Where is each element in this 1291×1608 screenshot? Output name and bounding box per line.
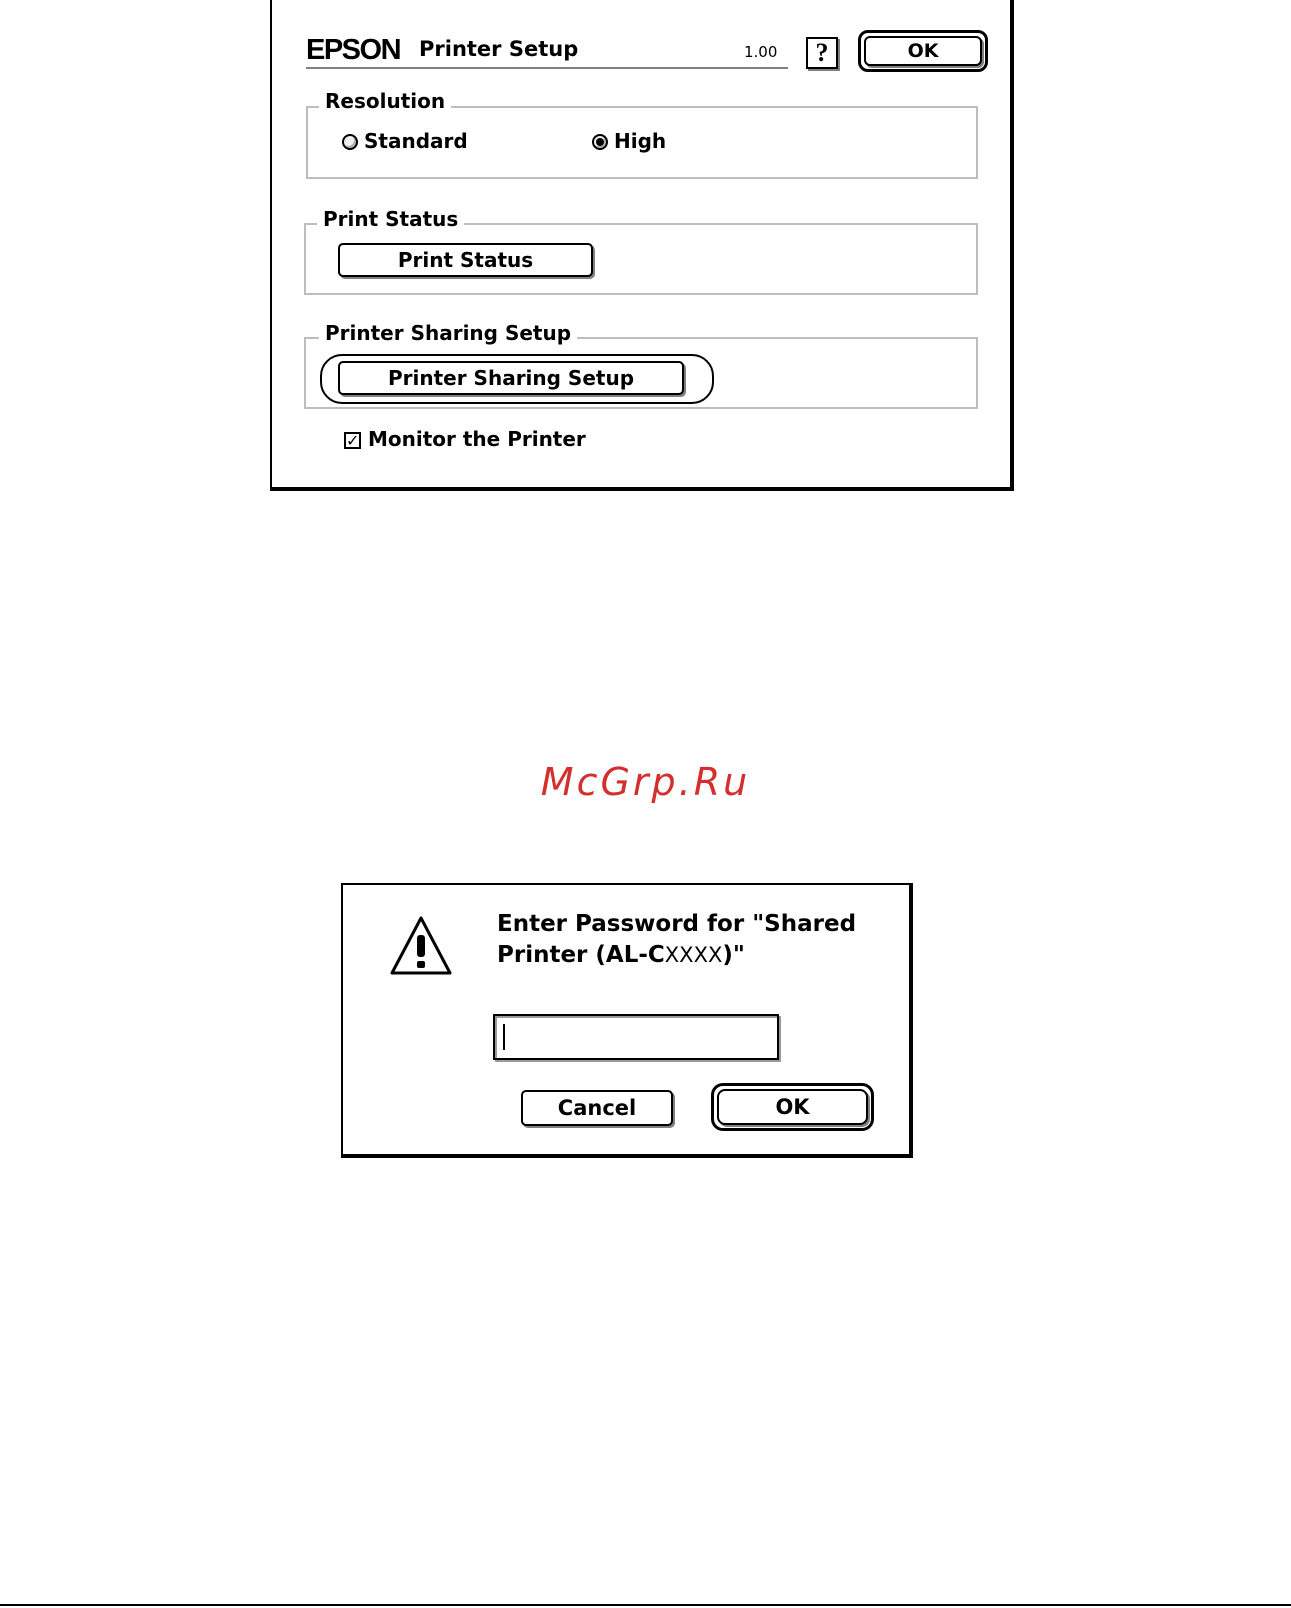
ok-button[interactable] <box>858 30 988 72</box>
cancel-button[interactable]: Cancel <box>521 1090 673 1126</box>
resolution-group-title: Resolution <box>319 88 451 114</box>
epson-logo: EPSON <box>306 34 401 66</box>
help-button[interactable]: ? <box>806 37 838 69</box>
monitor-checkbox-label[interactable]: Monitor the Printer <box>368 427 586 451</box>
message-line2-prefix: Printer (AL-C <box>497 942 665 968</box>
model-placeholder: XXXX <box>664 943 723 967</box>
password-message-line1: Enter Password for "Shared <box>497 911 857 937</box>
monitor-checkbox[interactable]: ✓ <box>346 431 360 450</box>
password-dialog <box>341 883 913 1158</box>
version-label: 1.00 <box>744 43 778 61</box>
printer-sharing-group-title: Printer Sharing Setup <box>319 320 577 346</box>
password-ok-button[interactable] <box>711 1083 874 1131</box>
printer-sharing-setup-button[interactable]: Printer Sharing Setup <box>338 361 684 395</box>
password-message <box>497 909 877 971</box>
radio-standard[interactable] <box>342 134 358 150</box>
password-message-line2 <box>497 940 877 971</box>
warning-icon <box>389 915 453 977</box>
radio-standard-label[interactable]: Standard <box>364 129 468 153</box>
radio-high-label[interactable]: High <box>614 129 667 153</box>
print-status-group-title: Print Status <box>317 206 464 232</box>
message-line2-suffix: )" <box>722 942 745 968</box>
title-divider <box>306 67 788 69</box>
dialog-title: Printer Setup <box>419 37 579 61</box>
page-bottom-rule <box>0 1604 1291 1606</box>
text-caret <box>503 1024 505 1050</box>
printer-setup-dialog <box>270 0 1014 491</box>
radio-high[interactable] <box>592 134 608 150</box>
ok-button-label: OK <box>864 36 982 66</box>
watermark-text: McGrp.Ru <box>540 760 751 804</box>
print-status-button[interactable]: Print Status <box>338 243 593 277</box>
password-input[interactable] <box>493 1014 779 1060</box>
password-ok-label: OK <box>717 1089 868 1125</box>
